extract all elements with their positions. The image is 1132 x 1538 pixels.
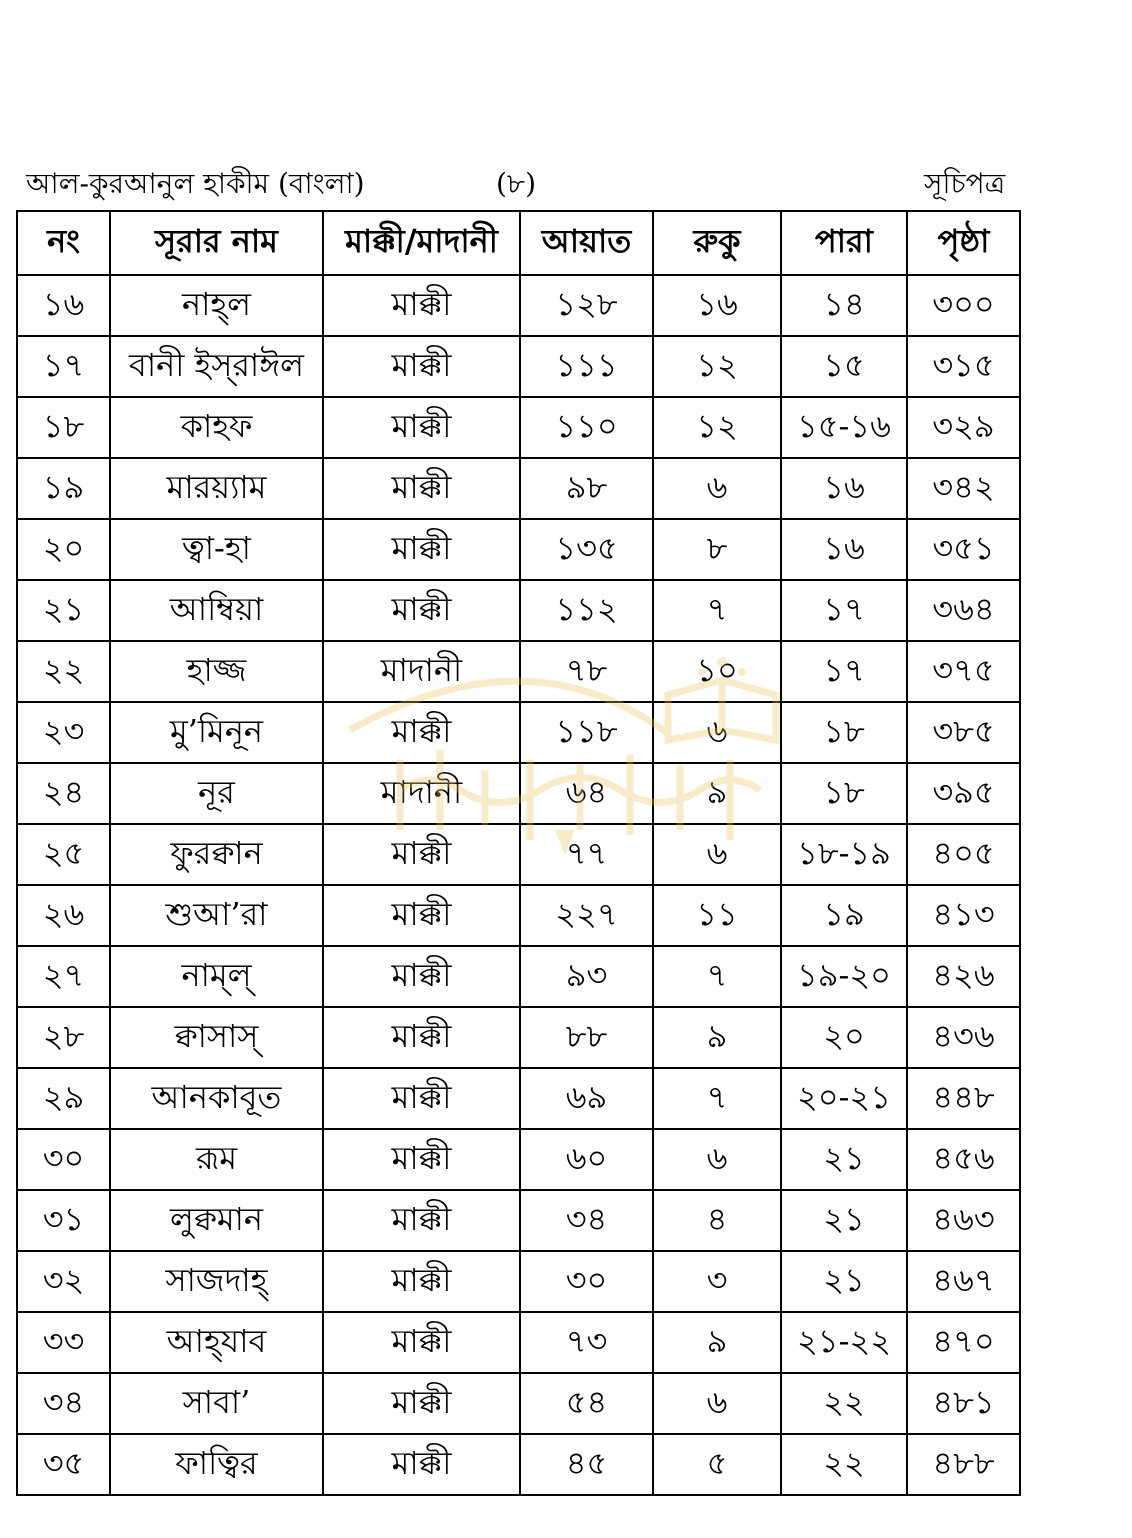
cell-number: ২৪: [17, 763, 110, 824]
cell-page: ৪৭০: [907, 1312, 1020, 1373]
cell-revelation: মাক্কী: [323, 397, 520, 458]
cell-ayat: ৪৫: [520, 1434, 653, 1495]
cell-ruku: ১০: [653, 641, 781, 702]
cell-ruku: ৫: [653, 1434, 781, 1495]
cell-para: ১৯: [781, 885, 907, 946]
header-row: [17, 211, 1020, 275]
cell-surah-name: মু’মিনূন: [110, 702, 323, 763]
cell-page: ৩৫১: [907, 519, 1020, 580]
cell-ruku: ৬: [653, 824, 781, 885]
cell-number: ৩৩: [17, 1312, 110, 1373]
cell-number: ২২: [17, 641, 110, 702]
cell-page: ৪৬৩: [907, 1190, 1020, 1251]
cell-revelation: মাক্কী: [323, 1434, 520, 1495]
table-row: [17, 1190, 1020, 1251]
table-row: [17, 1434, 1020, 1495]
cell-surah-name: আহ্‌যাব: [110, 1312, 323, 1373]
cell-revelation: মাক্কী: [323, 1312, 520, 1373]
table-row: [17, 1251, 1020, 1312]
cell-ayat: ৯৮: [520, 458, 653, 519]
table-row: [17, 275, 1020, 336]
col-header-revelation: মাক্কী/মাদানী: [323, 211, 520, 275]
cell-para: ১৬: [781, 458, 907, 519]
col-header-number: নং: [17, 211, 110, 275]
cell-para: ২১: [781, 1190, 907, 1251]
table-row: [17, 763, 1020, 824]
cell-ayat: ৬৪: [520, 763, 653, 824]
cell-para: ২১: [781, 1251, 907, 1312]
cell-revelation: মাক্কী: [323, 946, 520, 1007]
cell-page: ৩৭৫: [907, 641, 1020, 702]
cell-ruku: ৭: [653, 1068, 781, 1129]
table-row: [17, 946, 1020, 1007]
cell-revelation: মাক্কী: [323, 1007, 520, 1068]
cell-number: ৩১: [17, 1190, 110, 1251]
cell-surah-name: সাজদাহ্‌: [110, 1251, 323, 1312]
cell-page: ৪২৬: [907, 946, 1020, 1007]
cell-ayat: ৭৩: [520, 1312, 653, 1373]
cell-number: ১৭: [17, 336, 110, 397]
table-row: [17, 397, 1020, 458]
table-row: [17, 580, 1020, 641]
cell-surah-name: বানী ইস্‌রাঈল: [110, 336, 323, 397]
table-row: [17, 1007, 1020, 1068]
table-row: [17, 519, 1020, 580]
cell-revelation: মাদানী: [323, 763, 520, 824]
cell-revelation: মাক্কী: [323, 824, 520, 885]
cell-number: ২৭: [17, 946, 110, 1007]
cell-page: ৪১৩: [907, 885, 1020, 946]
col-header-para: পারা: [781, 211, 907, 275]
cell-ruku: ৬: [653, 702, 781, 763]
cell-ruku: ১২: [653, 336, 781, 397]
table-row: [17, 1373, 1020, 1434]
cell-revelation: মাক্কী: [323, 519, 520, 580]
cell-number: ২৯: [17, 1068, 110, 1129]
cell-para: ১৫-১৬: [781, 397, 907, 458]
cell-page: ৪০৫: [907, 824, 1020, 885]
cell-revelation: মাক্কী: [323, 458, 520, 519]
cell-para: ২০-২১: [781, 1068, 907, 1129]
cell-para: ১৮: [781, 763, 907, 824]
cell-page: ৪৪৮: [907, 1068, 1020, 1129]
cell-para: ১৮-১৯: [781, 824, 907, 885]
table-body: [17, 275, 1020, 1495]
cell-para: ১৭: [781, 641, 907, 702]
cell-para: ১৯-২০: [781, 946, 907, 1007]
cell-surah-name: আম্বিয়া: [110, 580, 323, 641]
cell-ayat: ৬৯: [520, 1068, 653, 1129]
cell-surah-name: হাজ্জ: [110, 641, 323, 702]
cell-revelation: মাক্কী: [323, 702, 520, 763]
cell-ruku: ৪: [653, 1190, 781, 1251]
cell-number: ৩৫: [17, 1434, 110, 1495]
cell-ruku: ৮: [653, 519, 781, 580]
cell-ayat: ৫৪: [520, 1373, 653, 1434]
cell-ayat: ৭৮: [520, 641, 653, 702]
surah-index-table: [16, 210, 1021, 1496]
cell-number: ৩৪: [17, 1373, 110, 1434]
cell-surah-name: শুআ’রা: [110, 885, 323, 946]
cell-ruku: ১৬: [653, 275, 781, 336]
cell-page: ৩৮৫: [907, 702, 1020, 763]
cell-page: ৪৮১: [907, 1373, 1020, 1434]
cell-ruku: ১১: [653, 885, 781, 946]
cell-revelation: মাক্কী: [323, 1190, 520, 1251]
cell-surah-name: ফুরক্বান: [110, 824, 323, 885]
cell-para: ১৮: [781, 702, 907, 763]
cell-surah-name: মারয়্যাম: [110, 458, 323, 519]
table-row: [17, 824, 1020, 885]
cell-ayat: ১২৮: [520, 275, 653, 336]
cell-number: ২০: [17, 519, 110, 580]
cell-revelation: মাক্কী: [323, 336, 520, 397]
table-row: [17, 885, 1020, 946]
cell-ruku: ৯: [653, 1312, 781, 1373]
cell-page: ৩৬৪: [907, 580, 1020, 641]
cell-revelation: মাক্কী: [323, 275, 520, 336]
cell-ayat: ১১২: [520, 580, 653, 641]
cell-ayat: ৬০: [520, 1129, 653, 1190]
table-row: [17, 458, 1020, 519]
table-row: [17, 702, 1020, 763]
cell-surah-name: রূম: [110, 1129, 323, 1190]
cell-ayat: ১৩৫: [520, 519, 653, 580]
cell-ayat: ১১৮: [520, 702, 653, 763]
cell-ayat: ৭৭: [520, 824, 653, 885]
cell-para: ১৭: [781, 580, 907, 641]
cell-para: ২২: [781, 1373, 907, 1434]
col-header-ruku: রুকু: [653, 211, 781, 275]
table-row: [17, 336, 1020, 397]
cell-page: ৩৯৫: [907, 763, 1020, 824]
cell-surah-name: নাম্‌ল্‌: [110, 946, 323, 1007]
cell-page: ৩০০: [907, 275, 1020, 336]
cell-revelation: মাক্কী: [323, 1373, 520, 1434]
cell-number: ৩০: [17, 1129, 110, 1190]
cell-number: ১৯: [17, 458, 110, 519]
cell-ruku: ৩: [653, 1251, 781, 1312]
cell-surah-name: নূর: [110, 763, 323, 824]
cell-number: ১৬: [17, 275, 110, 336]
cell-page: ৪৬৭: [907, 1251, 1020, 1312]
cell-revelation: মাক্কী: [323, 1068, 520, 1129]
table-row: [17, 641, 1020, 702]
cell-page: ৩২৯: [907, 397, 1020, 458]
cell-ayat: ৮৮: [520, 1007, 653, 1068]
cell-ayat: ৩৪: [520, 1190, 653, 1251]
cell-revelation: মাদানী: [323, 641, 520, 702]
cell-surah-name: আনকাবূত: [110, 1068, 323, 1129]
cell-ruku: ১২: [653, 397, 781, 458]
cell-page: ৪৫৬: [907, 1129, 1020, 1190]
cell-number: ২১: [17, 580, 110, 641]
cell-ayat: ৩০: [520, 1251, 653, 1312]
section-title: সূচিপত্র: [924, 167, 1006, 200]
cell-ruku: ৬: [653, 1373, 781, 1434]
cell-para: ১৫: [781, 336, 907, 397]
cell-para: ১৬: [781, 519, 907, 580]
cell-ruku: ৭: [653, 580, 781, 641]
cell-surah-name: ত্বা-হা: [110, 519, 323, 580]
cell-ayat: ১১০: [520, 397, 653, 458]
cell-surah-name: সাবা’: [110, 1373, 323, 1434]
cell-ruku: ৭: [653, 946, 781, 1007]
cell-number: ২৬: [17, 885, 110, 946]
cell-number: ১৮: [17, 397, 110, 458]
col-header-surah-name: সূরার নাম: [110, 211, 323, 275]
cell-para: ১৪: [781, 275, 907, 336]
cell-revelation: মাক্কী: [323, 1251, 520, 1312]
cell-page: ৪৩৬: [907, 1007, 1020, 1068]
cell-number: ২৫: [17, 824, 110, 885]
cell-surah-name: লুক্বমান: [110, 1190, 323, 1251]
cell-page: ৩১৫: [907, 336, 1020, 397]
col-header-ayat: আয়াত: [520, 211, 653, 275]
cell-surah-name: ক্বাসাস্‌: [110, 1007, 323, 1068]
cell-revelation: মাক্কী: [323, 885, 520, 946]
cell-ayat: ২২৭: [520, 885, 653, 946]
cell-number: ২৮: [17, 1007, 110, 1068]
cell-number: ২৩: [17, 702, 110, 763]
page-number: (৮): [496, 167, 537, 200]
table-row: [17, 1068, 1020, 1129]
cell-page: ৩৪২: [907, 458, 1020, 519]
book-title: আল-কুরআনুল হাকীম (বাংলা): [26, 167, 365, 200]
table-row: [17, 1312, 1020, 1373]
cell-para: ২১: [781, 1129, 907, 1190]
cell-surah-name: নাহ্‌ল: [110, 275, 323, 336]
cell-revelation: মাক্কী: [323, 580, 520, 641]
cell-number: ৩২: [17, 1251, 110, 1312]
cell-para: ২১-২২: [781, 1312, 907, 1373]
cell-surah-name: ফাত্বির: [110, 1434, 323, 1495]
cell-para: ২০: [781, 1007, 907, 1068]
cell-surah-name: কাহফ: [110, 397, 323, 458]
cell-ayat: ৯৩: [520, 946, 653, 1007]
cell-revelation: মাক্কী: [323, 1129, 520, 1190]
cell-ruku: ৬: [653, 1129, 781, 1190]
table-row: [17, 1129, 1020, 1190]
cell-ruku: ৯: [653, 763, 781, 824]
cell-page: ৪৮৮: [907, 1434, 1020, 1495]
col-header-page: পৃষ্ঠা: [907, 211, 1020, 275]
page-header: [0, 164, 1132, 204]
cell-ruku: ৬: [653, 458, 781, 519]
cell-ayat: ১১১: [520, 336, 653, 397]
cell-para: ২২: [781, 1434, 907, 1495]
cell-ruku: ৯: [653, 1007, 781, 1068]
